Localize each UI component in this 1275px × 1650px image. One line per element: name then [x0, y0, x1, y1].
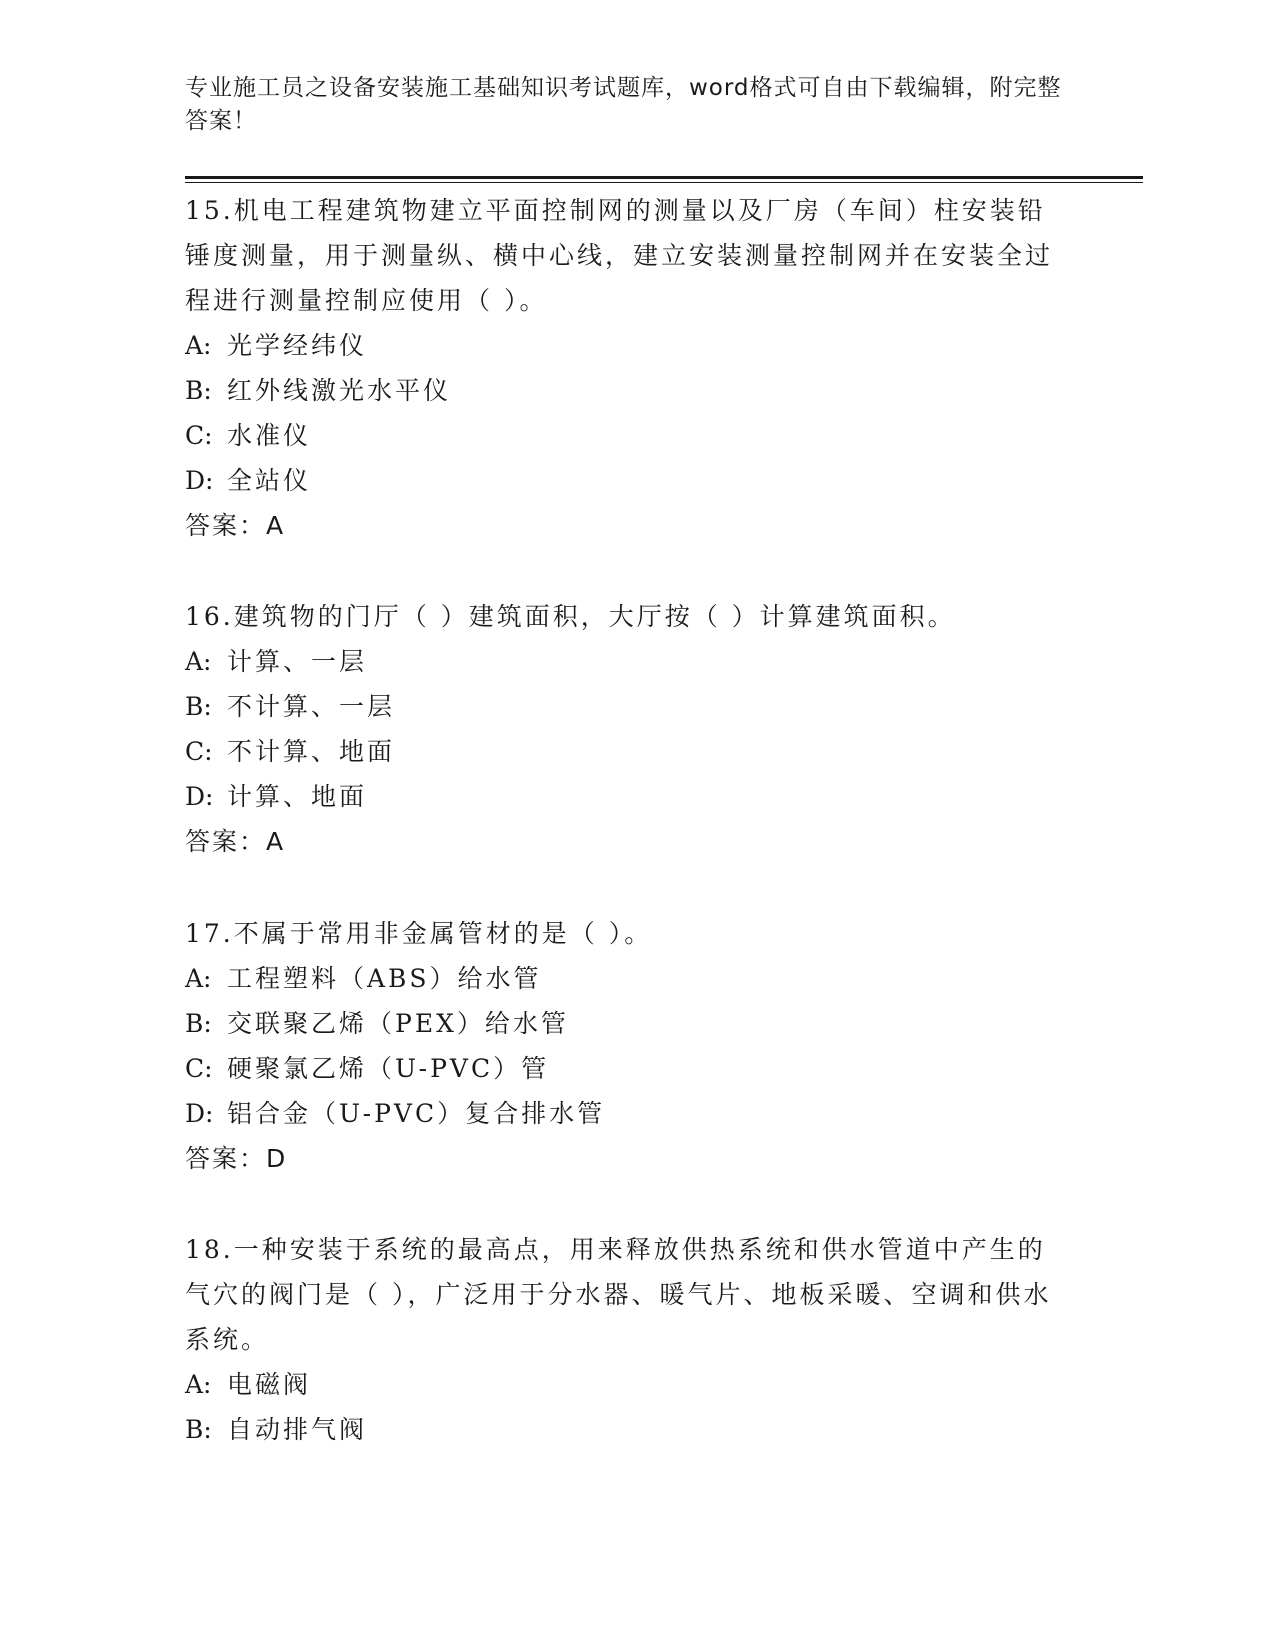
option-text: 硬聚氯乙烯（U-PVC）管: [227, 1054, 550, 1083]
option-key: B:: [185, 1415, 212, 1444]
option-c: [185, 413, 1065, 458]
option-text: 红外线激光水平仪: [227, 376, 452, 405]
question-stem: 15.机电工程建筑物建立平面控制网的测量以及厂房（车间）柱安装铅锤度测量，用于测量纵、横中心线，建立安装测量控制网并在安装全过程进行测量控制应使用（ ）。: [185, 196, 1054, 315]
option-a: [185, 639, 1065, 684]
option-c: [185, 729, 1065, 774]
option-text: 不计算、一层: [227, 692, 396, 721]
question-stem: 16.建筑物的门厅（ ）建筑面积，大厅按（ ）计算建筑面积。: [185, 602, 956, 631]
option-text: 工程塑料（ABS）给水管: [227, 964, 542, 993]
question-stem: 17.不属于常用非金属管材的是（ ）。: [185, 919, 653, 948]
option-key: D:: [185, 466, 214, 495]
option-text: 交联聚乙烯（PEX）给水管: [227, 1009, 569, 1038]
question-stem: 18.一种安装于系统的最高点，用来释放供热系统和供水管道中产生的气穴的阀门是（ ），广泛用于分水器、暖气片、地板采暖、空调和供水系统。: [185, 1235, 1052, 1354]
option-key: A:: [185, 1370, 212, 1399]
option-text: 电磁阀: [227, 1370, 312, 1399]
option-a: [185, 1362, 1065, 1407]
option-b: [185, 1407, 1065, 1452]
option-text: 计算、一层: [227, 647, 368, 676]
option-key: B:: [185, 376, 212, 405]
option-c: [185, 1046, 1065, 1091]
option-text: 计算、地面: [227, 782, 368, 811]
option-key: B:: [185, 692, 212, 721]
option-key: D:: [185, 1099, 214, 1128]
option-d: [185, 1091, 1065, 1136]
header-divider-thick: [185, 176, 1143, 179]
option-a: [185, 956, 1065, 1001]
question-16: [185, 594, 1065, 864]
answer-line: 答案：D: [185, 1144, 288, 1173]
answer-line: 答案：A: [185, 511, 286, 540]
option-key: C:: [185, 737, 213, 766]
option-b: [185, 368, 1065, 413]
answer-line: 答案：A: [185, 827, 286, 856]
question-18: [185, 1227, 1065, 1452]
option-key: C:: [185, 1054, 213, 1083]
option-d: [185, 458, 1065, 503]
option-text: 光学经纬仪: [227, 331, 368, 360]
header-divider-thin: [185, 182, 1143, 183]
document-header: 专业施工员之设备安装施工基础知识考试题库，word格式可自由下载编辑，附完整答案！: [185, 75, 1062, 134]
question-15: [185, 188, 1065, 548]
question-17: [185, 911, 1065, 1181]
option-text: 水准仪: [227, 421, 312, 450]
option-key: B:: [185, 1009, 212, 1038]
option-key: A:: [185, 647, 212, 676]
option-text: 铝合金（U-PVC）复合排水管: [227, 1099, 606, 1128]
option-text: 不计算、地面: [227, 737, 396, 766]
option-key: D:: [185, 782, 214, 811]
option-text: 自动排气阀: [227, 1415, 368, 1444]
option-d: [185, 774, 1065, 819]
option-key: A:: [185, 331, 212, 360]
option-key: A:: [185, 964, 212, 993]
option-b: [185, 1001, 1065, 1046]
option-b: [185, 684, 1065, 729]
option-a: [185, 323, 1065, 368]
option-text: 全站仪: [227, 466, 312, 495]
option-key: C:: [185, 421, 213, 450]
